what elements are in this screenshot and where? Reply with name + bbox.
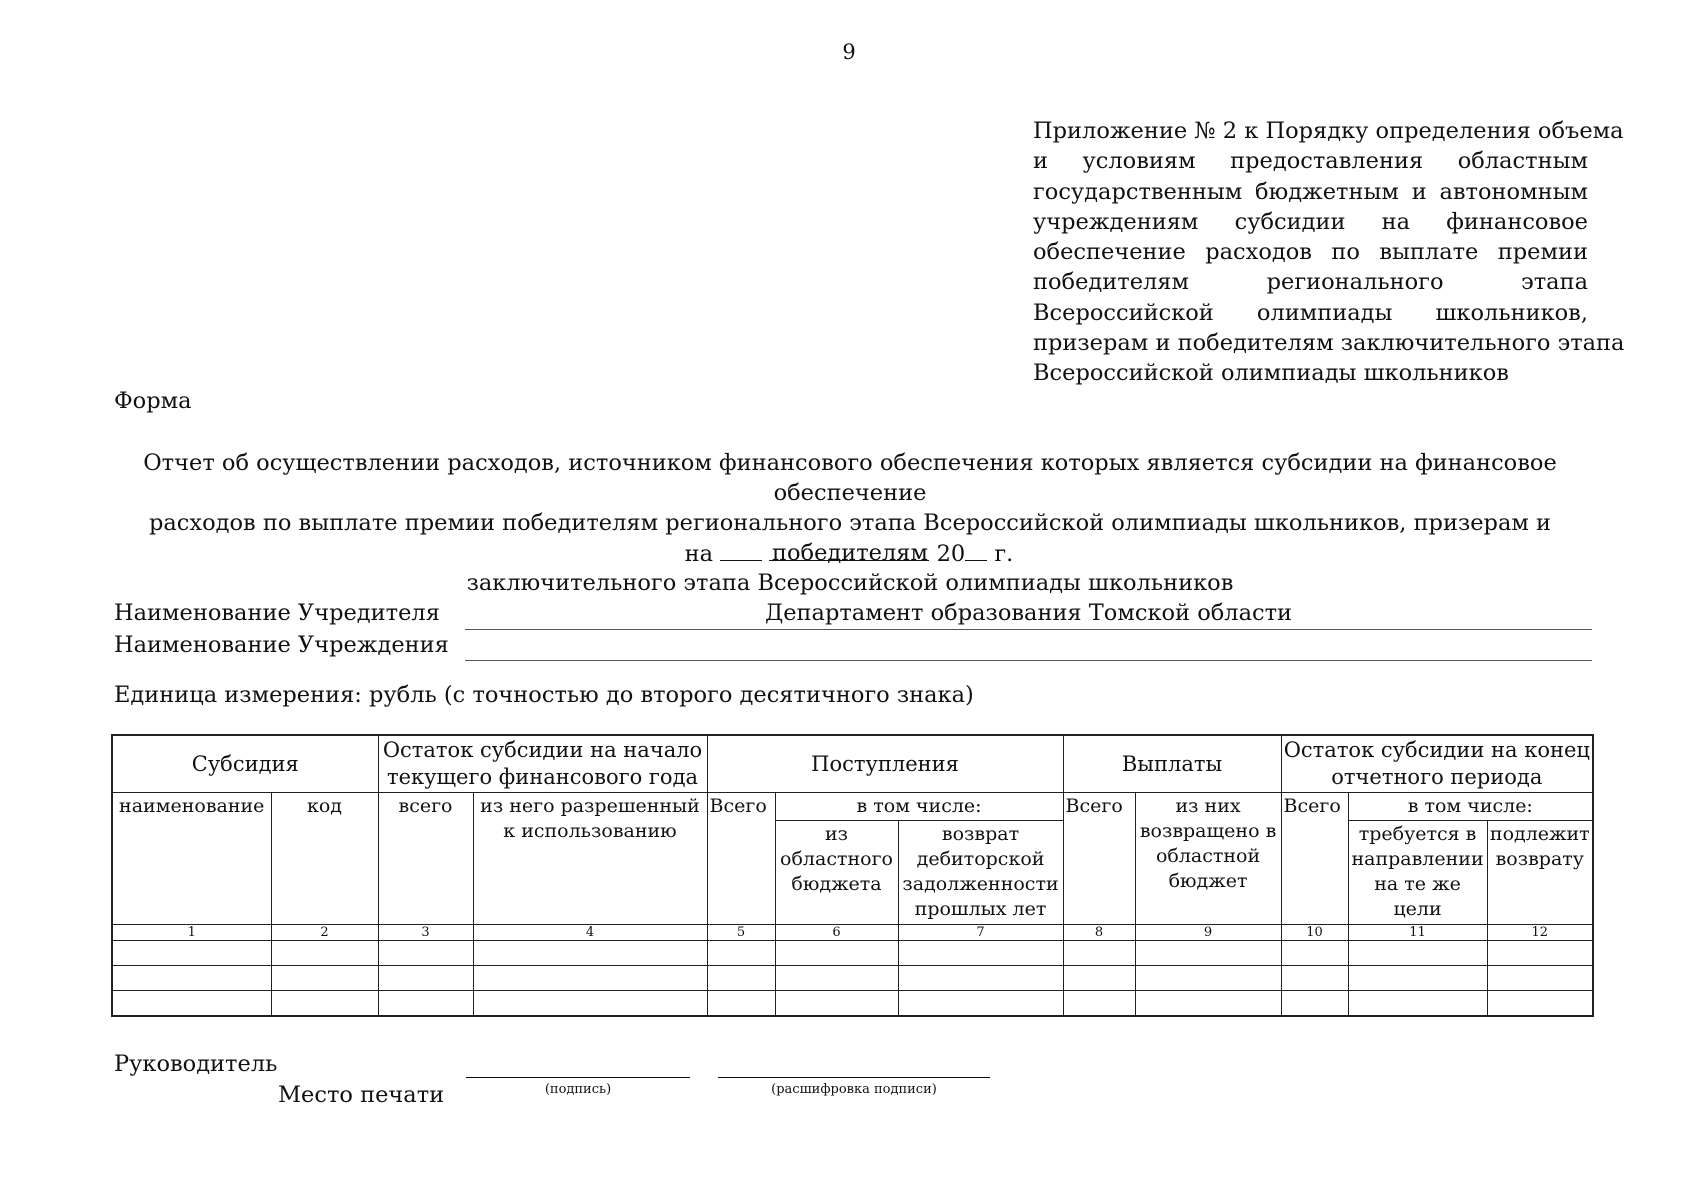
col-allowed: из него разрешенный к использованию <box>473 793 707 925</box>
col-receipts-total: Всего <box>707 793 775 925</box>
signature-decode-caption: (расшифровка подписи) <box>771 1082 937 1097</box>
data-cell[interactable] <box>378 966 473 991</box>
day-blank[interactable] <box>720 540 762 561</box>
data-cell[interactable] <box>775 941 898 966</box>
title-line: расходов по выплате премии победителям регионального этапа Всероссийской олимпиады школьников, призерам и победителям <box>148 510 1552 566</box>
data-cell[interactable] <box>271 966 378 991</box>
form-label: Форма <box>114 388 192 414</box>
data-cell[interactable] <box>1281 991 1348 1017</box>
appendix-note <box>1033 116 1625 389</box>
col-number: 7 <box>898 925 1063 941</box>
col-number: 4 <box>473 925 707 941</box>
appendix-line: учреждениям субсидии на финансовое <box>1033 208 1588 235</box>
col-number: 9 <box>1135 925 1281 941</box>
data-cell[interactable] <box>898 941 1063 966</box>
col-end-total: Всего <box>1281 793 1348 925</box>
head-label: Руководитель <box>114 1051 278 1077</box>
data-cell[interactable] <box>1487 966 1593 991</box>
date-suffix: г. <box>994 541 1014 567</box>
appendix-line: победителям регионального этапа <box>1033 269 1588 296</box>
founder-underline <box>465 629 1592 630</box>
data-cell[interactable] <box>1281 966 1348 991</box>
institution-label: Наименование Учреждения <box>114 632 449 658</box>
title-line: заключительного этапа Всероссийской олимпиады школьников <box>466 570 1234 596</box>
col-returned: из них возвращено в областной бюджет <box>1135 793 1281 925</box>
data-cell[interactable] <box>1348 941 1487 966</box>
data-cell[interactable] <box>898 966 1063 991</box>
table-row <box>112 941 1593 966</box>
appendix-line: Всероссийской олимпиады школьников <box>1033 360 1509 387</box>
table-row <box>112 966 1593 991</box>
report-title <box>110 448 1590 598</box>
col-number: 2 <box>271 925 378 941</box>
data-cell[interactable] <box>112 941 271 966</box>
report-table <box>111 734 1594 1017</box>
data-cell[interactable] <box>1063 991 1135 1017</box>
signature-decode-line[interactable] <box>718 1077 990 1078</box>
data-cell[interactable] <box>1348 966 1487 991</box>
group-subsidy: Субсидия <box>112 735 378 793</box>
col-including-2: в том числе: <box>1348 793 1593 821</box>
col-number: 10 <box>1281 925 1348 941</box>
data-cell[interactable] <box>473 991 707 1017</box>
founder-label: Наименование Учредителя <box>114 600 440 626</box>
data-cell[interactable] <box>378 941 473 966</box>
col-needed: требуется в направлении на те же цели <box>1348 821 1487 925</box>
data-cell[interactable] <box>1487 991 1593 1017</box>
unit-label: Единица измерения: рубль (с точностью до второго десятичного знака) <box>114 682 974 708</box>
appendix-line: призерам и победителям заключительного этапа <box>1033 330 1625 357</box>
title-line: Отчет об осуществлении расходов, источником финансового обеспечения которых является субсидии на финансовое обеспечение <box>143 450 1557 506</box>
data-cell[interactable] <box>707 991 775 1017</box>
year-blank[interactable] <box>965 540 987 561</box>
data-cell[interactable] <box>1487 941 1593 966</box>
data-cell[interactable] <box>1348 991 1487 1017</box>
table-row <box>112 991 1593 1017</box>
data-cell[interactable] <box>1135 941 1281 966</box>
data-cell[interactable] <box>378 991 473 1017</box>
col-number: 6 <box>775 925 898 941</box>
col-total: всего <box>378 793 473 925</box>
data-cell[interactable] <box>112 966 271 991</box>
year-prefix: 20 <box>936 541 966 567</box>
col-from-budget: из областного бюджета <box>775 821 898 925</box>
founder-value[interactable]: Департамент образования Томской области <box>764 600 1293 626</box>
group-payments: Выплаты <box>1063 735 1281 793</box>
col-number: 8 <box>1063 925 1135 941</box>
data-cell[interactable] <box>707 941 775 966</box>
institution-underline <box>465 660 1592 661</box>
data-cell[interactable] <box>473 966 707 991</box>
col-number: 12 <box>1487 925 1593 941</box>
group-balance-end: Остаток субсидии на конец отчетного периода <box>1281 735 1593 793</box>
data-cell[interactable] <box>271 941 378 966</box>
data-cell[interactable] <box>1135 991 1281 1017</box>
data-cell[interactable] <box>1135 966 1281 991</box>
data-cell[interactable] <box>271 991 378 1017</box>
col-to-return: подлежит возврату <box>1487 821 1593 925</box>
appendix-line: Приложение № 2 к Порядку определения объема <box>1033 118 1624 144</box>
data-cell[interactable] <box>1063 941 1135 966</box>
col-code: код <box>271 793 378 925</box>
data-cell[interactable] <box>1281 941 1348 966</box>
data-cell[interactable] <box>775 991 898 1017</box>
month-blank[interactable] <box>769 540 929 561</box>
group-receipts: Поступления <box>707 735 1063 793</box>
data-cell[interactable] <box>1063 966 1135 991</box>
data-cell[interactable] <box>473 941 707 966</box>
appendix-line: государственным бюджетным и автономным <box>1033 178 1588 205</box>
col-debt-return: возврат дебиторской задолженности прошлых лет <box>898 821 1063 925</box>
signature-line[interactable] <box>466 1077 690 1078</box>
col-payments-total: Всего <box>1063 793 1135 925</box>
date-prefix: на <box>684 541 714 567</box>
data-cell[interactable] <box>112 991 271 1017</box>
appendix-line: Всероссийской олимпиады школьников, <box>1033 299 1588 326</box>
appendix-line: обеспечение расходов по выплате премии <box>1033 239 1588 266</box>
col-including: в том числе: <box>775 793 1063 821</box>
col-number: 3 <box>378 925 473 941</box>
data-cell[interactable] <box>775 966 898 991</box>
appendix-line: и условиям предоставления областным <box>1033 148 1588 175</box>
signature-caption: (подпись) <box>544 1082 612 1097</box>
data-cell[interactable] <box>898 991 1063 1017</box>
col-name: наименование <box>112 793 271 925</box>
page-number: 9 <box>842 40 856 64</box>
col-number: 11 <box>1348 925 1487 941</box>
data-cell[interactable] <box>707 966 775 991</box>
col-number: 5 <box>707 925 775 941</box>
stamp-label: Место печати <box>278 1082 445 1108</box>
group-balance-start: Остаток субсидии на начало текущего финансового года <box>378 735 707 793</box>
col-number: 1 <box>112 925 271 941</box>
report-date-line <box>0 540 1698 567</box>
